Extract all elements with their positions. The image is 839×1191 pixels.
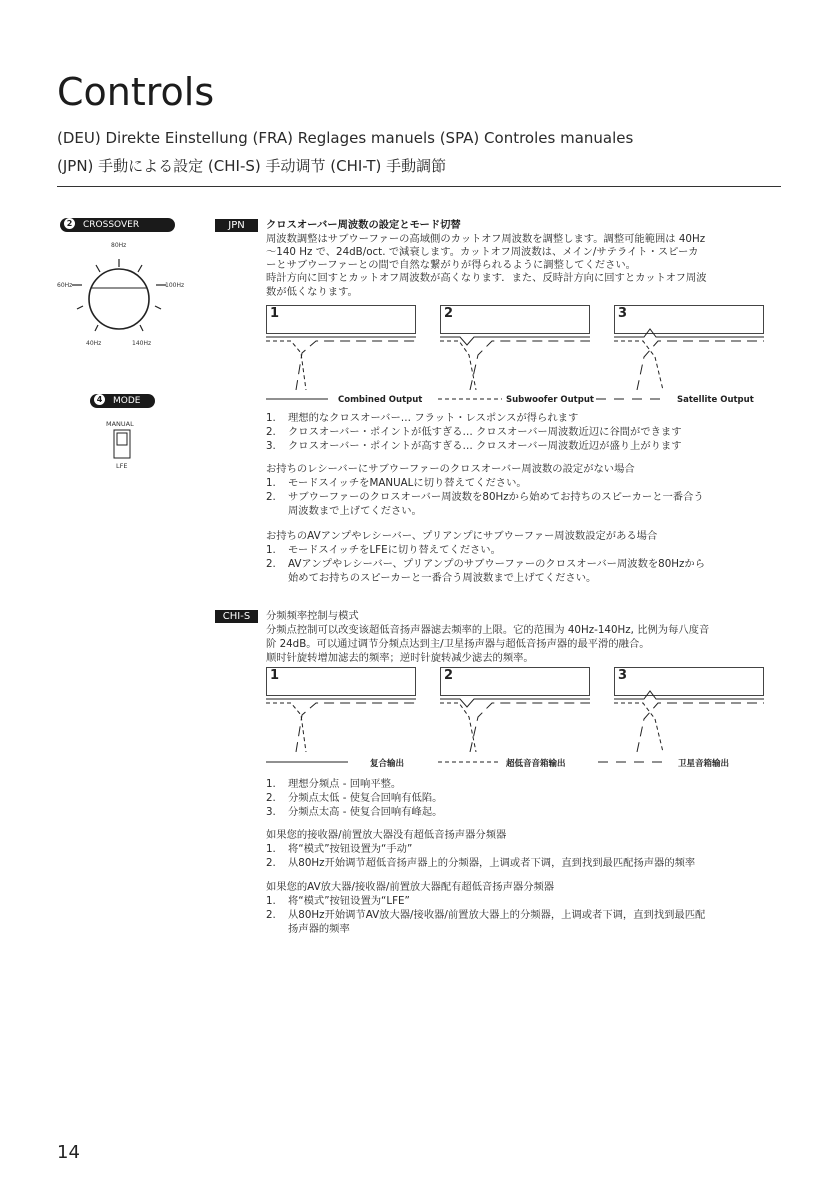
lang-tag-chi-s: CHI-S xyxy=(215,610,258,623)
crossover-label: CROSSOVER xyxy=(83,220,140,230)
list-item xyxy=(266,426,682,439)
mode-switch[interactable] xyxy=(113,429,131,459)
list-text: AVアンプやレシーバー、プリアンプのサブウーファーのクロスオーバー周波数を80Hzから xyxy=(288,558,706,570)
list-number: 2. xyxy=(266,909,276,921)
response-curves-chis xyxy=(266,667,766,752)
mode-label: MODE xyxy=(113,396,141,406)
list-number: 1. xyxy=(266,895,276,907)
list-number: 3. xyxy=(266,806,276,818)
switch-label-lfe: LFE xyxy=(116,462,128,470)
subwoofer-output-line xyxy=(440,341,476,390)
combined-output-line xyxy=(614,691,764,699)
mode-switch-handle[interactable] xyxy=(117,433,127,445)
jpn-heading: クロスオーバー周波数の設定とモード切替 xyxy=(266,219,461,231)
jpn-intro-4: 時計方向に回すとカットオフ周波数が高くなります．また、反時計方向に回すとカットオフ周波 xyxy=(266,272,707,284)
list-text: 分频点太低 - 使复合回响有低陷。 xyxy=(288,792,443,804)
list-item xyxy=(266,792,442,805)
list-text: 始めてお持ちのスピーカーと一番合う周波数まで上げてください。 xyxy=(288,572,597,584)
dial-tick xyxy=(77,306,83,309)
list-item xyxy=(266,857,695,870)
chis-heading: 分频频率控制与模式 xyxy=(266,610,359,622)
dial-label-80: 80Hz xyxy=(111,242,127,249)
chis-intro-3: 顺时针旋转增加滤去的频率；逆时针旋转减少滤去的频率。 xyxy=(266,652,534,664)
lang-tag-jpn: JPN xyxy=(215,219,258,232)
graph-number-3: 3 xyxy=(618,306,628,321)
list-number: 1. xyxy=(266,412,276,424)
jpn-intro-1: 周波数調整はサブウーファーの高域側のカットオフ周波数を調整します。調整可能範囲は 40Hz xyxy=(266,233,706,245)
page-number: 14 xyxy=(57,1142,80,1163)
page-title: Controls xyxy=(57,70,215,114)
graph-number-1: 1 xyxy=(270,668,280,683)
dial-tick xyxy=(96,265,100,272)
satellite-output-line xyxy=(296,703,416,752)
list-number: 2. xyxy=(266,857,276,869)
satellite-output-line xyxy=(637,341,764,390)
list-text: クロスオーバー・ポイントが高すぎる… クロスオーバー周波数近辺が盛り上がります xyxy=(288,440,682,452)
crossover-badge xyxy=(60,218,175,232)
jpn-intro-3: ーとサブウーファーとの間で自然な繋がりが得られるように調整してください。 xyxy=(266,259,636,271)
list-text: モードスイッチをMANUALに切り替えてください。 xyxy=(288,477,527,489)
list-number: 1. xyxy=(266,778,276,790)
graph-number-1: 1 xyxy=(270,306,280,321)
list-text: クロスオーバー・ポイントが低すぎる… クロスオーバー周波数近辺に谷間ができます xyxy=(288,426,682,438)
satellite-output-line xyxy=(470,341,590,390)
list-number: 1. xyxy=(266,544,276,556)
list-number: 1. xyxy=(266,477,276,489)
legend-combined-output: 复合输出 xyxy=(370,759,405,769)
dial-tick xyxy=(95,325,98,331)
legend-combined-output: Combined Output xyxy=(338,395,423,405)
dial-knob[interactable] xyxy=(89,269,149,329)
mode-badge xyxy=(90,394,155,408)
subtitle-languages-1: (DEU) Direkte Einstellung (FRA) Reglages manuels (SPA) Controles manuales xyxy=(57,129,634,147)
list-item xyxy=(266,440,682,453)
list-text: 周波数まで上げてください。 xyxy=(288,505,422,517)
chis-intro-1: 分频点控制可以改变该超低音扬声器滤去频率的上限。它的范围为 40Hz-140Hz, 比例为每八度音 xyxy=(266,624,710,636)
dial-label-40: 40Hz xyxy=(86,340,102,347)
crossover-number: 2 xyxy=(64,218,75,229)
dial-label-140: 140Hz xyxy=(132,340,152,347)
jpn-case1-heading: お持ちのレシーバーにサブウーファーのクロスオーバー周波数の設定がない場合 xyxy=(266,463,635,475)
crossover-dial[interactable] xyxy=(60,245,180,345)
list-item xyxy=(266,843,412,856)
list-text: 将“模式”按钮设置为“LFE” xyxy=(288,895,410,907)
list-number: 2. xyxy=(266,558,276,570)
satellite-output-line xyxy=(470,703,590,752)
list-item xyxy=(266,544,501,557)
legend-satellite-output: 卫星音箱输出 xyxy=(678,759,730,769)
graph-number-3: 3 xyxy=(618,668,628,683)
header-divider xyxy=(57,186,781,187)
list-item xyxy=(266,491,704,504)
jpn-intro-5: 数が低くなります。 xyxy=(266,286,358,298)
jpn-case2-heading: お持ちのAVアンプやレシーバー、プリアンプにサブウーファー周波数設定がある場合 xyxy=(266,530,658,542)
list-number: 2. xyxy=(266,792,276,804)
list-item xyxy=(266,923,350,936)
list-number: 2. xyxy=(266,491,276,503)
subwoofer-output-line xyxy=(440,703,476,752)
jpn-intro-2: ～140 Hz で、24dB/oct. で減衰します。カットオフ周波数は、メイン/サテライト・スピーカ xyxy=(266,246,699,258)
legend-subwoofer-output: Subwoofer Output xyxy=(506,395,594,405)
list-item xyxy=(266,778,401,791)
list-item xyxy=(266,572,596,585)
list-number: 1. xyxy=(266,843,276,855)
satellite-output-line xyxy=(637,703,764,752)
graph-number-2: 2 xyxy=(444,668,454,683)
list-item xyxy=(266,558,705,571)
chis-case1-heading: 如果您的接收器/前置放大器没有超低音扬声器分频器 xyxy=(266,829,507,841)
graph-number-2: 2 xyxy=(444,306,454,321)
list-item xyxy=(266,909,705,922)
legend-satellite-output: Satellite Output xyxy=(677,395,754,405)
list-number: 2. xyxy=(266,426,276,438)
dial-label-100: 100Hz xyxy=(165,282,185,289)
list-item xyxy=(266,806,442,819)
mode-number: 4 xyxy=(94,394,105,405)
list-item xyxy=(266,505,422,518)
list-text: 分频点太高 - 使复合回响有峰起。 xyxy=(288,806,443,818)
list-text: モードスイッチをLFEに切り替えてください。 xyxy=(288,544,501,556)
satellite-output-line xyxy=(296,341,416,390)
chis-case2-heading: 如果您的AV放大器/接收器/前置放大器配有超低音扬声器分频器 xyxy=(266,881,555,893)
switch-label-manual: MANUAL xyxy=(106,420,134,428)
list-text: 从80Hz开始调节超低音扬声器上的分频器，上调或者下调，直到找到最匹配扬声器的频率 xyxy=(288,857,696,869)
list-text: 从80Hz开始调节AV放大器/接收器/前置放大器上的分频器，上调或者下调，直到找到最匹配 xyxy=(288,909,706,921)
dial-tick xyxy=(138,265,142,272)
combined-output-line xyxy=(614,329,764,337)
chis-intro-2: 阶 24dB。可以通过调节分频点达到主/卫星扬声器与超低音扬声器的最平滑的融合。 xyxy=(266,638,650,650)
list-text: 理想的なクロスオーバー… フラット・レスポンスが得られます xyxy=(288,412,579,424)
list-text: 将“模式”按钮设置为“手动” xyxy=(288,843,413,855)
legend-subwoofer-output: 超低音音箱输出 xyxy=(506,759,566,769)
list-item xyxy=(266,895,410,908)
list-text: 理想分频点 - 回响平整。 xyxy=(288,778,402,790)
response-curves-jpn xyxy=(266,305,766,390)
list-text: 扬声器的频率 xyxy=(288,923,350,935)
list-item xyxy=(266,412,578,425)
dial-tick xyxy=(140,325,143,331)
list-item xyxy=(266,477,527,490)
list-number: 3. xyxy=(266,440,276,452)
dial-label-60: 60Hz xyxy=(57,282,73,289)
list-text: サブウーファーのクロスオーバー周波数を80Hzから始めてお持ちのスピーカーと一番合う xyxy=(288,491,704,503)
subtitle-languages-2: (JPN) 手動による設定 (CHI-S) 手动调节 (CHI-T) 手動調節 xyxy=(57,157,447,175)
dial-tick xyxy=(155,306,161,309)
